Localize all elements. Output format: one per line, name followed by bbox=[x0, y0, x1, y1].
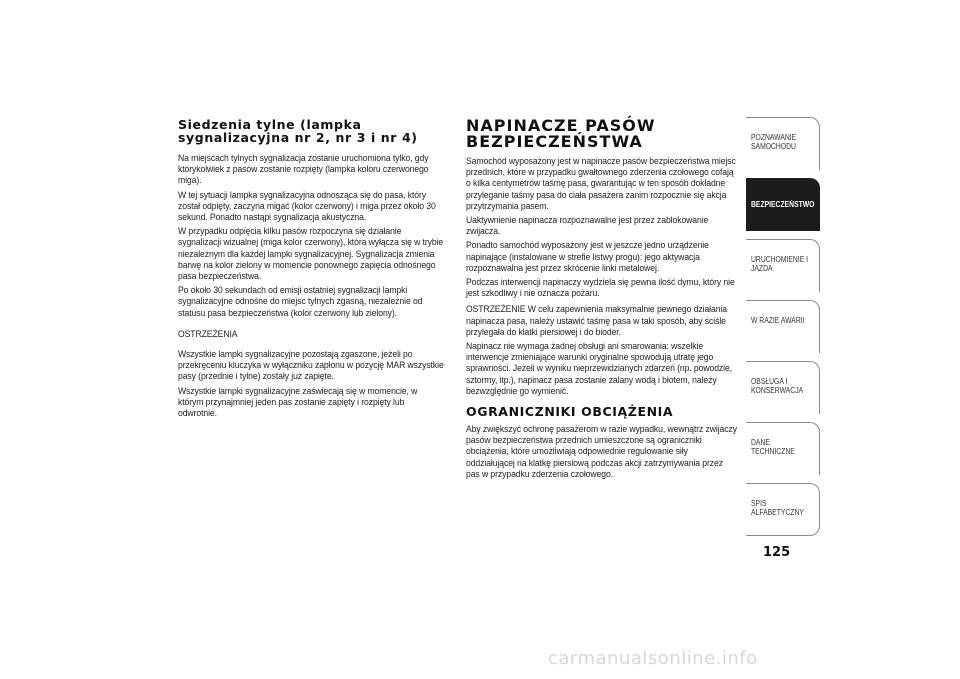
paragraph: Samochód wyposażony jest w napinacze pasów bezpieczeństwa miejsc przednich, które w przypadku gwałtownego zderzenia czołowego cofają o kilka centymetrów taśmę pasa, gwarantując w ten sposób dokładne przyleganie taśmy pasa do ciała pasażera zanim rozpocznie się akcja przytrzymania pasem. bbox=[466, 156, 736, 212]
rear-seats-heading: Siedzenia tylne (lampka sygnalizacyjna nr 2, nr 3 i nr 4) bbox=[178, 117, 418, 145]
tab-label: BEZPIECZEŃSTWO bbox=[751, 200, 815, 209]
paragraph: Podczas interwencji napinaczy wydziela się pewna ilość dymu, który nie jest szkodliwy i nie oznacza pożaru. bbox=[466, 277, 735, 300]
paragraph: Na miejscach tylnych sygnalizacja zostanie uruchomiona tylko, gdy którykolwiek z pasów zostanie rozpięty (lampka koloru czerwonego miga). bbox=[178, 153, 429, 187]
tab-w-razie-awarii[interactable] bbox=[746, 300, 820, 353]
left-column bbox=[178, 118, 444, 422]
tab-uruchomienie-i-jazda[interactable] bbox=[746, 239, 820, 292]
paragraph: Napinacz nie wymaga żadnej obsługi ani smarowania: wszelkie interwencje zmieniające warunki oryginalne spowodują utratę jego sprawności. Jeżeli w wyniku nieprzewidzianych zdarzeń (np. powodzie, sztormy, itp.), napinacz pasa zostanie zalany wodą i błotem, należy bezwzględnie go wymienić. bbox=[466, 341, 732, 397]
tab-dane-techniczne[interactable] bbox=[746, 422, 820, 475]
pretensioners-heading: NAPINACZE PASÓW BEZPIECZEŃSTWA bbox=[466, 116, 656, 151]
tab-bezpieczenstwo[interactable] bbox=[746, 178, 820, 231]
tab-label: DANE TECHNICZNE bbox=[751, 438, 795, 456]
watermark: carmanualsonline.info bbox=[548, 648, 758, 669]
chapter-tabs bbox=[746, 117, 820, 544]
warning-paragraph: Wszystkie lampki sygnalizacyjne pozostają zgaszone, jeżeli po przekręceniu kluczyka w wyłączniku zapłonu w pozycję MAR wszystkie pasy (przednie i tylne) zostały już zapięte. bbox=[178, 349, 444, 383]
tab-label: OBSŁUGA I KONSERWACJA bbox=[751, 377, 804, 395]
paragraph: W tej sytuacji lampka sygnalizacyjna odnosząca się do pasa, który został odpięty, zaczyna migać (kolor czerwony) i miga przez około 30 sekund. Ponadto nastąpi sygnalizacja akustyczna. bbox=[178, 189, 436, 224]
paragraph: Ponadto samochód wyposażony jest w jeszcze jedno urządzenie napinające (instalowane w strefie listwy progu): jego aktywacja rozpoznawalna jest przez skrócenie linki metalowej. bbox=[466, 240, 709, 274]
warning-title: OSTRZEŻENIA bbox=[178, 328, 238, 340]
paragraph: Aby zwiększyć ochronę pasażerom w razie wypadku, wewnątrz zwijaczy pasów bezpieczeństwa przednich umieszczone są ograniczniki obciążenia, które umożliwiają odpowiednie regulowanie siły oddziałującej na klatkę piersiową podczas akcji zatrzymywania przez pas w przypadku zderzenia czołowego. bbox=[466, 424, 737, 480]
tab-label: W RAZIE AWARII bbox=[751, 316, 805, 325]
tab-label: SPIS ALFABETYCZNY bbox=[751, 499, 804, 517]
warning-paragraph: OSTRZEŻENIE W celu zapewnienia maksymalnie pewnego działania napinacza pasa, należy ustawić taśmę pasa w taki sposób, aby ściśle przylegała do klatki piersiowej i do bioder. bbox=[466, 304, 727, 338]
tab-spis-alfabetyczny[interactable] bbox=[746, 483, 820, 536]
warning-paragraph: Wszystkie lampki sygnalizacyjne zaświecają się w momencie, w którym przynajmniej jeden pas zostanie zapięty i rozpięty lub odwrotnie. bbox=[178, 385, 418, 420]
paragraph: Po około 30 sekundach od emisji ostatniej sygnalizacji lampki sygnalizacyjne odnośne do miejsc tylnych zgasną, niezależnie od statusu pasa bezpieczeństwa (kolor czerwony lub zielony). bbox=[178, 285, 423, 319]
tab-poznawanie-samochodu[interactable] bbox=[746, 117, 820, 170]
tab-obsluga-i-konserwacja[interactable] bbox=[746, 361, 820, 414]
tab-label: POZNAWANIE SAMOCHODU bbox=[751, 133, 797, 151]
paragraph: Uaktywnienie napinacza rozpoznawalne jest przez zablokowanie zwijacza. bbox=[466, 215, 709, 238]
load-limiters-heading: OGRANICZNIKI OBCIĄŻENIA bbox=[466, 404, 674, 420]
page-number: 125 bbox=[763, 545, 791, 560]
right-column bbox=[466, 118, 738, 483]
tab-label: URUCHOMIENIE I JAZDA bbox=[751, 255, 809, 273]
paragraph: W przypadku odpięcia kilku pasów rozpoczyna się działanie sygnalizacji wizualnej (miga kolor czerwony), która wyłącza się w trybie niezależnym dla każdej lampki sygnalizacyjnej. Sygnalizacja zmienia barwę na kolor zielony w momencie ponownego zapięcia odnośnego pasa bezpieczeństwa. bbox=[178, 226, 444, 283]
